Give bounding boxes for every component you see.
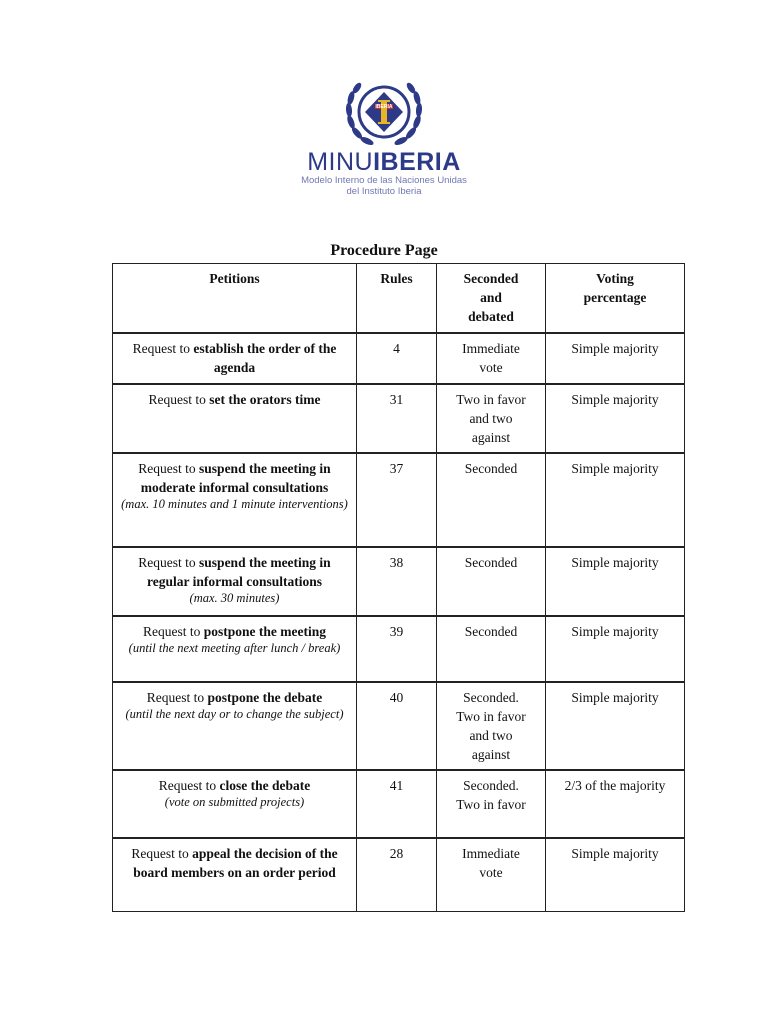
table-row — [113, 384, 685, 453]
voting-cell: Simple majority — [546, 453, 685, 547]
header-rules: Rules — [357, 264, 437, 333]
petition-note: (until the next day or to change the subject) — [125, 706, 344, 721]
petition-cell — [113, 333, 357, 384]
seconded-cell — [437, 682, 546, 770]
brand-wordmark — [0, 150, 768, 175]
petition-cell — [113, 384, 357, 453]
seconded-text: Seconded — [464, 623, 518, 639]
table-row — [113, 838, 685, 912]
table-row — [113, 616, 685, 682]
voting-cell: Simple majority — [546, 838, 685, 912]
header-petitions: Petitions — [113, 264, 357, 333]
header-voting — [546, 264, 685, 333]
minuiberia-logo — [0, 78, 768, 197]
petition-prefix: Request to — [158, 777, 220, 793]
brand-bold: IBERIA — [373, 148, 461, 176]
svg-text:IBERIA: IBERIA — [375, 104, 393, 110]
petition-cell — [113, 547, 357, 616]
table-header-row — [113, 264, 685, 333]
petition-prefix: Request to — [138, 554, 200, 570]
procedure-table — [112, 263, 685, 912]
rule-cell: 37 — [357, 453, 437, 547]
rule-cell: 40 — [357, 682, 437, 770]
header-voting-text: Voting percentage — [583, 271, 647, 305]
rule-cell: 39 — [357, 616, 437, 682]
petition-action: suspend the meeting in moderate informal consultations — [140, 460, 331, 495]
seconded-text: Seconded — [464, 554, 518, 570]
petition-prefix: Request to — [146, 689, 208, 705]
rule-cell: 38 — [357, 547, 437, 616]
brand-subtitle-2: del Instituto Iberia — [346, 186, 422, 197]
petition-note: (until the next meeting after lunch / break) — [128, 640, 341, 655]
petition-action: close the debate — [219, 777, 311, 793]
petition-cell — [113, 770, 357, 838]
header-seconded — [437, 264, 546, 333]
voting-cell: Simple majority — [546, 616, 685, 682]
petition-action: postpone the meeting — [203, 623, 326, 639]
petition-prefix: Request to — [148, 391, 210, 407]
petition-note: (vote on submitted projects) — [164, 794, 305, 809]
table-row — [113, 547, 685, 616]
voting-cell: 2/3 of the majority — [546, 770, 685, 838]
header-seconded-text: Seconded and debated — [463, 271, 519, 324]
petition-prefix: Request to — [132, 340, 194, 356]
rule-cell: 41 — [357, 770, 437, 838]
petition-cell — [113, 838, 357, 912]
seconded-cell — [437, 770, 546, 838]
petition-action: appeal the decision of the board members on an order period — [133, 845, 338, 880]
petition-action: set the orators time — [209, 391, 321, 407]
petition-action: suspend the meeting in regular informal consultations — [146, 554, 331, 589]
seconded-text: Immediate vote — [462, 845, 520, 880]
seconded-cell — [437, 838, 546, 912]
petition-note: (max. 10 minutes and 1 minute interventions) — [121, 496, 348, 511]
table-row — [113, 333, 685, 384]
voting-cell: Simple majority — [546, 682, 685, 770]
petition-prefix: Request to — [138, 460, 200, 476]
seconded-cell — [437, 453, 546, 547]
petition-action: establish the order of the agenda — [193, 340, 337, 375]
seconded-text: Seconded — [464, 460, 518, 476]
brand-subtitle-1: Modelo Interno de las Naciones Unidas — [301, 175, 467, 186]
petition-note: (max. 30 minutes) — [189, 590, 280, 605]
seconded-text: Immediate vote — [462, 340, 520, 375]
seconded-text: Two in favor and two against — [456, 391, 526, 445]
rule-cell: 4 — [357, 333, 437, 384]
table-row — [113, 453, 685, 547]
petition-prefix: Request to — [131, 845, 193, 861]
page-title: Procedure Page — [330, 242, 438, 259]
table-row — [113, 770, 685, 838]
un-laurel-emblem-icon — [341, 78, 427, 150]
seconded-cell — [437, 616, 546, 682]
voting-cell: Simple majority — [546, 333, 685, 384]
seconded-text: Seconded. Two in favor and two against — [456, 689, 526, 762]
petition-action: postpone the debate — [207, 689, 323, 705]
seconded-cell — [437, 333, 546, 384]
table-row — [113, 682, 685, 770]
rule-cell: 31 — [357, 384, 437, 453]
petition-cell — [113, 453, 357, 547]
voting-cell: Simple majority — [546, 547, 685, 616]
petition-prefix: Request to — [143, 623, 204, 639]
seconded-cell — [437, 384, 546, 453]
seconded-text: Seconded. Two in favor — [456, 777, 526, 812]
rule-cell: 28 — [357, 838, 437, 912]
voting-cell: Simple majority — [546, 384, 685, 453]
petition-cell — [113, 616, 357, 682]
petition-cell — [113, 682, 357, 770]
brand-thin: MINU — [307, 148, 374, 176]
seconded-cell — [437, 547, 546, 616]
